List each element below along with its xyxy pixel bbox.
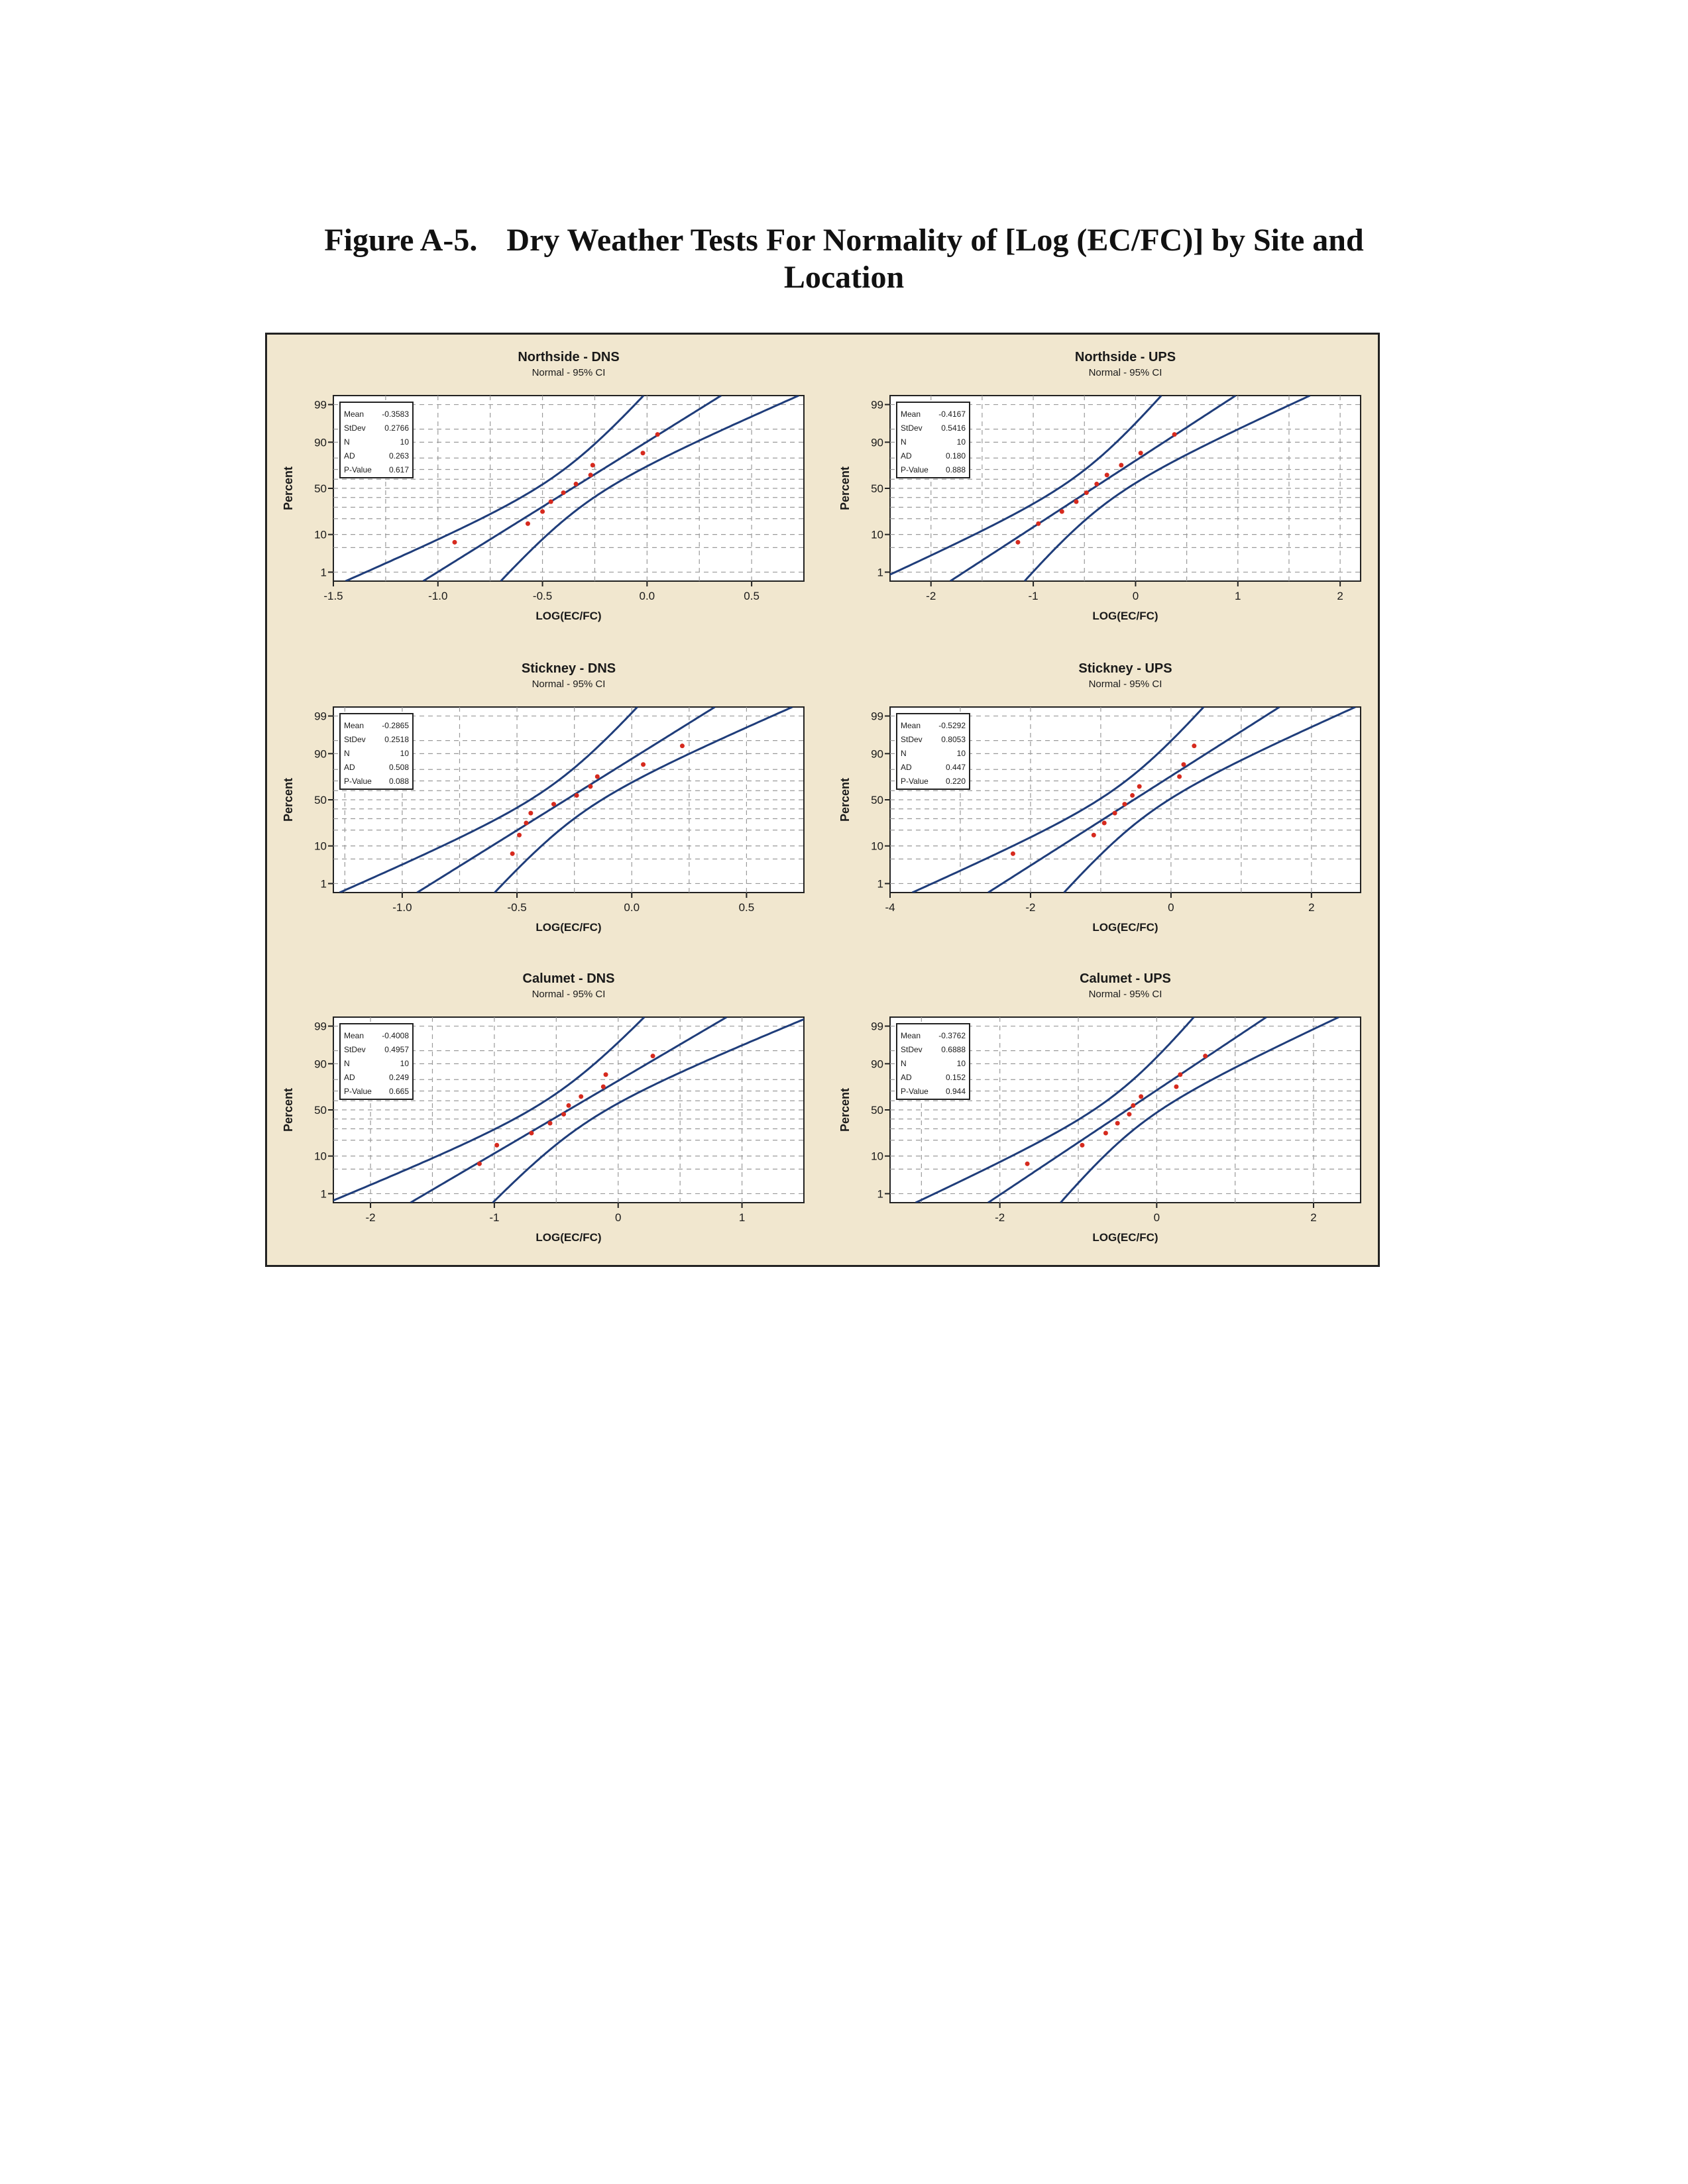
stats-value: 0.5416 bbox=[941, 423, 966, 433]
data-point bbox=[1174, 1084, 1178, 1089]
stats-value: 0.2766 bbox=[384, 423, 409, 433]
chart-panel bbox=[265, 333, 1380, 1267]
y-axis-label: Percent bbox=[838, 777, 852, 822]
stats-value: 10 bbox=[956, 437, 966, 447]
data-point bbox=[561, 1112, 566, 1117]
chart-subtitle: Normal - 95% CI bbox=[532, 679, 606, 690]
x-tick-label: -1 bbox=[489, 1211, 500, 1224]
stats-value: 0.152 bbox=[945, 1073, 966, 1082]
y-tick-label: 90 bbox=[314, 1058, 327, 1071]
data-point bbox=[453, 540, 457, 545]
stats-label: N bbox=[344, 437, 350, 447]
y-tick-label: 10 bbox=[314, 1150, 327, 1163]
figure-title-line2: Location bbox=[783, 260, 905, 295]
chart-subtitle: Normal - 95% CI bbox=[1088, 679, 1162, 690]
stats-value: -0.4167 bbox=[938, 410, 966, 419]
y-axis-label: Percent bbox=[838, 466, 852, 511]
stats-label: StDev bbox=[901, 423, 923, 433]
data-point bbox=[575, 793, 579, 798]
data-point bbox=[1080, 1143, 1084, 1148]
x-tick-label: -0.5 bbox=[532, 590, 553, 602]
chart-title: Northside - UPS bbox=[1074, 350, 1176, 364]
data-point bbox=[510, 851, 515, 856]
stats-value: 10 bbox=[956, 1059, 966, 1068]
chart-northside-dns bbox=[274, 343, 817, 641]
chart-title: Calumet - UPS bbox=[1080, 971, 1171, 986]
stats-label: Mean bbox=[901, 410, 921, 419]
stats-value: 10 bbox=[400, 1059, 409, 1068]
x-tick-label: 0 bbox=[1153, 1211, 1160, 1224]
chart-subtitle: Normal - 95% CI bbox=[1088, 367, 1162, 378]
x-tick-label: 0 bbox=[1168, 901, 1174, 914]
y-tick-label: 10 bbox=[871, 840, 883, 853]
stats-value: 0.088 bbox=[388, 777, 409, 786]
data-point bbox=[1177, 774, 1182, 779]
chart-calumet-ups bbox=[830, 964, 1374, 1262]
figure-label: Figure A-5. bbox=[324, 223, 478, 258]
data-point bbox=[641, 451, 646, 455]
figure-title-line1 bbox=[0, 222, 1688, 259]
data-point bbox=[589, 472, 593, 477]
stats-label: Mean bbox=[344, 721, 365, 730]
data-point bbox=[1139, 451, 1143, 455]
data-point bbox=[1139, 1094, 1143, 1099]
y-tick-label: 99 bbox=[871, 1020, 883, 1033]
data-point bbox=[680, 743, 685, 748]
data-point bbox=[1127, 1112, 1131, 1117]
stats-value: -0.5292 bbox=[938, 721, 966, 730]
data-point bbox=[547, 1121, 552, 1126]
data-point bbox=[567, 1103, 571, 1108]
stats-label: StDev bbox=[901, 1045, 923, 1054]
data-point bbox=[1103, 1131, 1108, 1136]
data-point bbox=[588, 784, 592, 789]
x-tick-label: 1 bbox=[738, 1211, 746, 1224]
stats-value: 0.263 bbox=[388, 451, 409, 461]
y-tick-label: 50 bbox=[871, 482, 883, 495]
y-tick-label: 99 bbox=[314, 398, 327, 411]
stats-value: 0.508 bbox=[388, 763, 409, 772]
y-tick-label: 90 bbox=[314, 436, 327, 449]
figure-title bbox=[0, 222, 1688, 296]
data-point bbox=[1178, 1072, 1182, 1077]
y-tick-label: 1 bbox=[320, 1187, 327, 1201]
stats-label: N bbox=[344, 1059, 350, 1068]
y-axis-label: Percent bbox=[838, 1087, 852, 1132]
stats-value: 0.2518 bbox=[384, 735, 409, 744]
y-tick-label: 10 bbox=[314, 528, 327, 541]
data-point bbox=[1084, 490, 1089, 495]
stats-label: Mean bbox=[344, 410, 365, 419]
data-point bbox=[1113, 811, 1117, 816]
data-point bbox=[561, 490, 566, 495]
chart-title: Stickney - DNS bbox=[521, 661, 616, 676]
stats-label: N bbox=[901, 1059, 907, 1068]
data-point bbox=[1015, 540, 1020, 545]
data-point bbox=[1137, 784, 1142, 789]
data-point bbox=[1060, 510, 1064, 514]
data-point bbox=[1036, 521, 1041, 526]
x-tick-label: -1 bbox=[1028, 590, 1039, 602]
stats-value: 10 bbox=[956, 749, 966, 758]
stats-value: 0.249 bbox=[388, 1073, 409, 1082]
y-tick-label: 90 bbox=[871, 1058, 883, 1071]
stats-label: AD bbox=[344, 451, 355, 461]
stats-label: StDev bbox=[344, 735, 366, 744]
stats-value: 0.447 bbox=[945, 763, 966, 772]
x-tick-label: 0.0 bbox=[624, 901, 640, 914]
stats-label: P-Value bbox=[901, 777, 928, 786]
data-point bbox=[477, 1162, 482, 1166]
y-tick-label: 1 bbox=[320, 566, 327, 579]
y-axis-label: Percent bbox=[282, 777, 295, 822]
data-point bbox=[1172, 432, 1177, 437]
chart-stickney-ups bbox=[830, 654, 1374, 952]
stats-label: P-Value bbox=[344, 465, 372, 474]
stats-label: AD bbox=[901, 763, 912, 772]
data-point bbox=[494, 1143, 499, 1148]
data-point bbox=[1102, 821, 1107, 826]
stats-label: N bbox=[901, 749, 907, 758]
data-point bbox=[1094, 482, 1099, 486]
stats-value: 0.4957 bbox=[384, 1045, 409, 1054]
x-axis-label: LOG(EC/FC) bbox=[535, 1231, 602, 1244]
x-axis-label: LOG(EC/FC) bbox=[1092, 610, 1158, 622]
y-tick-label: 1 bbox=[877, 566, 883, 579]
y-tick-label: 90 bbox=[871, 436, 883, 449]
x-tick-label: -2 bbox=[1025, 901, 1036, 914]
data-point bbox=[540, 510, 545, 514]
data-point bbox=[574, 482, 579, 486]
stats-label: AD bbox=[344, 763, 355, 772]
data-point bbox=[528, 811, 533, 816]
stats-value: -0.3583 bbox=[382, 410, 409, 419]
x-tick-label: -0.5 bbox=[507, 901, 527, 914]
data-point bbox=[1130, 793, 1135, 798]
y-tick-label: 50 bbox=[871, 794, 883, 806]
x-axis-label: LOG(EC/FC) bbox=[1092, 1231, 1158, 1244]
y-tick-label: 50 bbox=[314, 482, 327, 495]
x-tick-label: 0.0 bbox=[639, 590, 655, 602]
y-tick-label: 10 bbox=[871, 1150, 883, 1163]
x-tick-label: -2 bbox=[995, 1211, 1005, 1224]
y-tick-label: 99 bbox=[314, 1020, 327, 1033]
stats-label: AD bbox=[901, 1073, 912, 1082]
stats-value: 0.944 bbox=[945, 1087, 966, 1096]
x-tick-label: -1.0 bbox=[428, 590, 448, 602]
y-tick-label: 1 bbox=[877, 1187, 883, 1201]
chart-subtitle: Normal - 95% CI bbox=[532, 989, 606, 1000]
stats-label: Mean bbox=[901, 721, 921, 730]
y-tick-label: 50 bbox=[314, 1104, 327, 1117]
x-tick-label: -1.5 bbox=[323, 590, 343, 602]
data-point bbox=[1119, 463, 1123, 467]
stats-label: N bbox=[344, 749, 350, 758]
y-tick-label: 1 bbox=[877, 877, 883, 891]
data-point bbox=[549, 500, 553, 504]
data-point bbox=[1192, 743, 1196, 748]
chart-northside-ups bbox=[830, 343, 1374, 641]
chart-title: Calumet - DNS bbox=[522, 971, 615, 986]
data-point bbox=[595, 774, 600, 779]
stats-label: N bbox=[901, 437, 907, 447]
stats-value: 0.180 bbox=[945, 451, 966, 461]
x-tick-label: -2 bbox=[365, 1211, 376, 1224]
stats-label: P-Value bbox=[344, 1087, 372, 1096]
stats-value: 0.665 bbox=[388, 1087, 409, 1096]
stats-value: -0.3762 bbox=[938, 1031, 966, 1040]
x-tick-label: 2 bbox=[1310, 1211, 1317, 1224]
y-tick-label: 99 bbox=[871, 710, 883, 723]
x-axis-label: LOG(EC/FC) bbox=[1092, 921, 1158, 934]
y-axis-label: Percent bbox=[282, 466, 295, 511]
x-tick-label: 0 bbox=[615, 1211, 622, 1224]
x-axis-label: LOG(EC/FC) bbox=[535, 610, 602, 622]
data-point bbox=[1115, 1121, 1120, 1126]
data-point bbox=[1074, 500, 1078, 504]
stats-label: P-Value bbox=[901, 1087, 928, 1096]
stats-value: 10 bbox=[400, 437, 409, 447]
data-point bbox=[524, 821, 528, 826]
chart-subtitle: Normal - 95% CI bbox=[1088, 989, 1162, 1000]
data-point bbox=[651, 1054, 655, 1058]
data-point bbox=[641, 762, 646, 767]
data-point bbox=[517, 833, 522, 838]
stats-label: StDev bbox=[344, 423, 366, 433]
stats-label: AD bbox=[344, 1073, 355, 1082]
x-tick-label: -1.0 bbox=[392, 901, 412, 914]
y-tick-label: 90 bbox=[314, 747, 327, 761]
data-point bbox=[1181, 762, 1186, 767]
y-tick-label: 10 bbox=[314, 840, 327, 853]
data-point bbox=[579, 1094, 583, 1099]
stats-value: 0.8053 bbox=[941, 735, 966, 744]
data-point bbox=[529, 1131, 534, 1136]
stats-label: Mean bbox=[901, 1031, 921, 1040]
x-tick-label: -4 bbox=[885, 901, 895, 914]
chart-subtitle: Normal - 95% CI bbox=[532, 367, 606, 378]
x-axis-label: LOG(EC/FC) bbox=[535, 921, 602, 934]
y-tick-label: 50 bbox=[314, 794, 327, 806]
x-tick-label: 1 bbox=[1235, 590, 1241, 602]
x-tick-label: 2 bbox=[1337, 590, 1343, 602]
stats-value: 0.617 bbox=[388, 465, 409, 474]
data-point bbox=[591, 463, 595, 467]
data-point bbox=[1203, 1054, 1208, 1058]
x-tick-label: -2 bbox=[926, 590, 936, 602]
figure-title-text: Dry Weather Tests For Normality of [Log (EC/FC)] by Site and bbox=[506, 223, 1364, 258]
stats-label: P-Value bbox=[901, 465, 928, 474]
x-tick-label: 0.5 bbox=[744, 590, 760, 602]
data-point bbox=[526, 521, 530, 526]
data-point bbox=[1092, 833, 1096, 838]
data-point bbox=[551, 802, 556, 806]
stats-value: 0.6888 bbox=[941, 1045, 966, 1054]
y-tick-label: 10 bbox=[871, 528, 883, 541]
stats-value: -0.2865 bbox=[382, 721, 409, 730]
chart-calumet-dns bbox=[274, 964, 817, 1262]
data-point bbox=[1131, 1103, 1135, 1108]
stats-label: StDev bbox=[344, 1045, 366, 1054]
stats-value: 0.220 bbox=[945, 777, 966, 786]
data-point bbox=[655, 432, 660, 437]
data-point bbox=[601, 1084, 606, 1089]
y-tick-label: 50 bbox=[871, 1104, 883, 1117]
data-point bbox=[604, 1072, 608, 1077]
y-tick-label: 99 bbox=[871, 398, 883, 411]
stats-value: 0.888 bbox=[945, 465, 966, 474]
stats-label: Mean bbox=[344, 1031, 365, 1040]
chart-title: Stickney - UPS bbox=[1078, 661, 1172, 676]
chart-stickney-dns bbox=[274, 654, 817, 952]
data-point bbox=[1011, 851, 1015, 856]
y-tick-label: 90 bbox=[871, 747, 883, 761]
y-axis-label: Percent bbox=[282, 1087, 295, 1132]
data-point bbox=[1122, 802, 1127, 806]
data-point bbox=[1105, 472, 1109, 477]
stats-label: P-Value bbox=[344, 777, 372, 786]
chart-title: Northside - DNS bbox=[518, 350, 620, 364]
stats-label: AD bbox=[901, 451, 912, 461]
x-tick-label: 2 bbox=[1308, 901, 1315, 914]
data-point bbox=[1025, 1162, 1030, 1166]
y-tick-label: 1 bbox=[320, 877, 327, 891]
x-tick-label: 0 bbox=[1132, 590, 1139, 602]
x-tick-label: 0.5 bbox=[738, 901, 755, 914]
stats-value: -0.4008 bbox=[382, 1031, 409, 1040]
stats-value: 10 bbox=[400, 749, 409, 758]
y-tick-label: 99 bbox=[314, 710, 327, 723]
stats-label: StDev bbox=[901, 735, 923, 744]
